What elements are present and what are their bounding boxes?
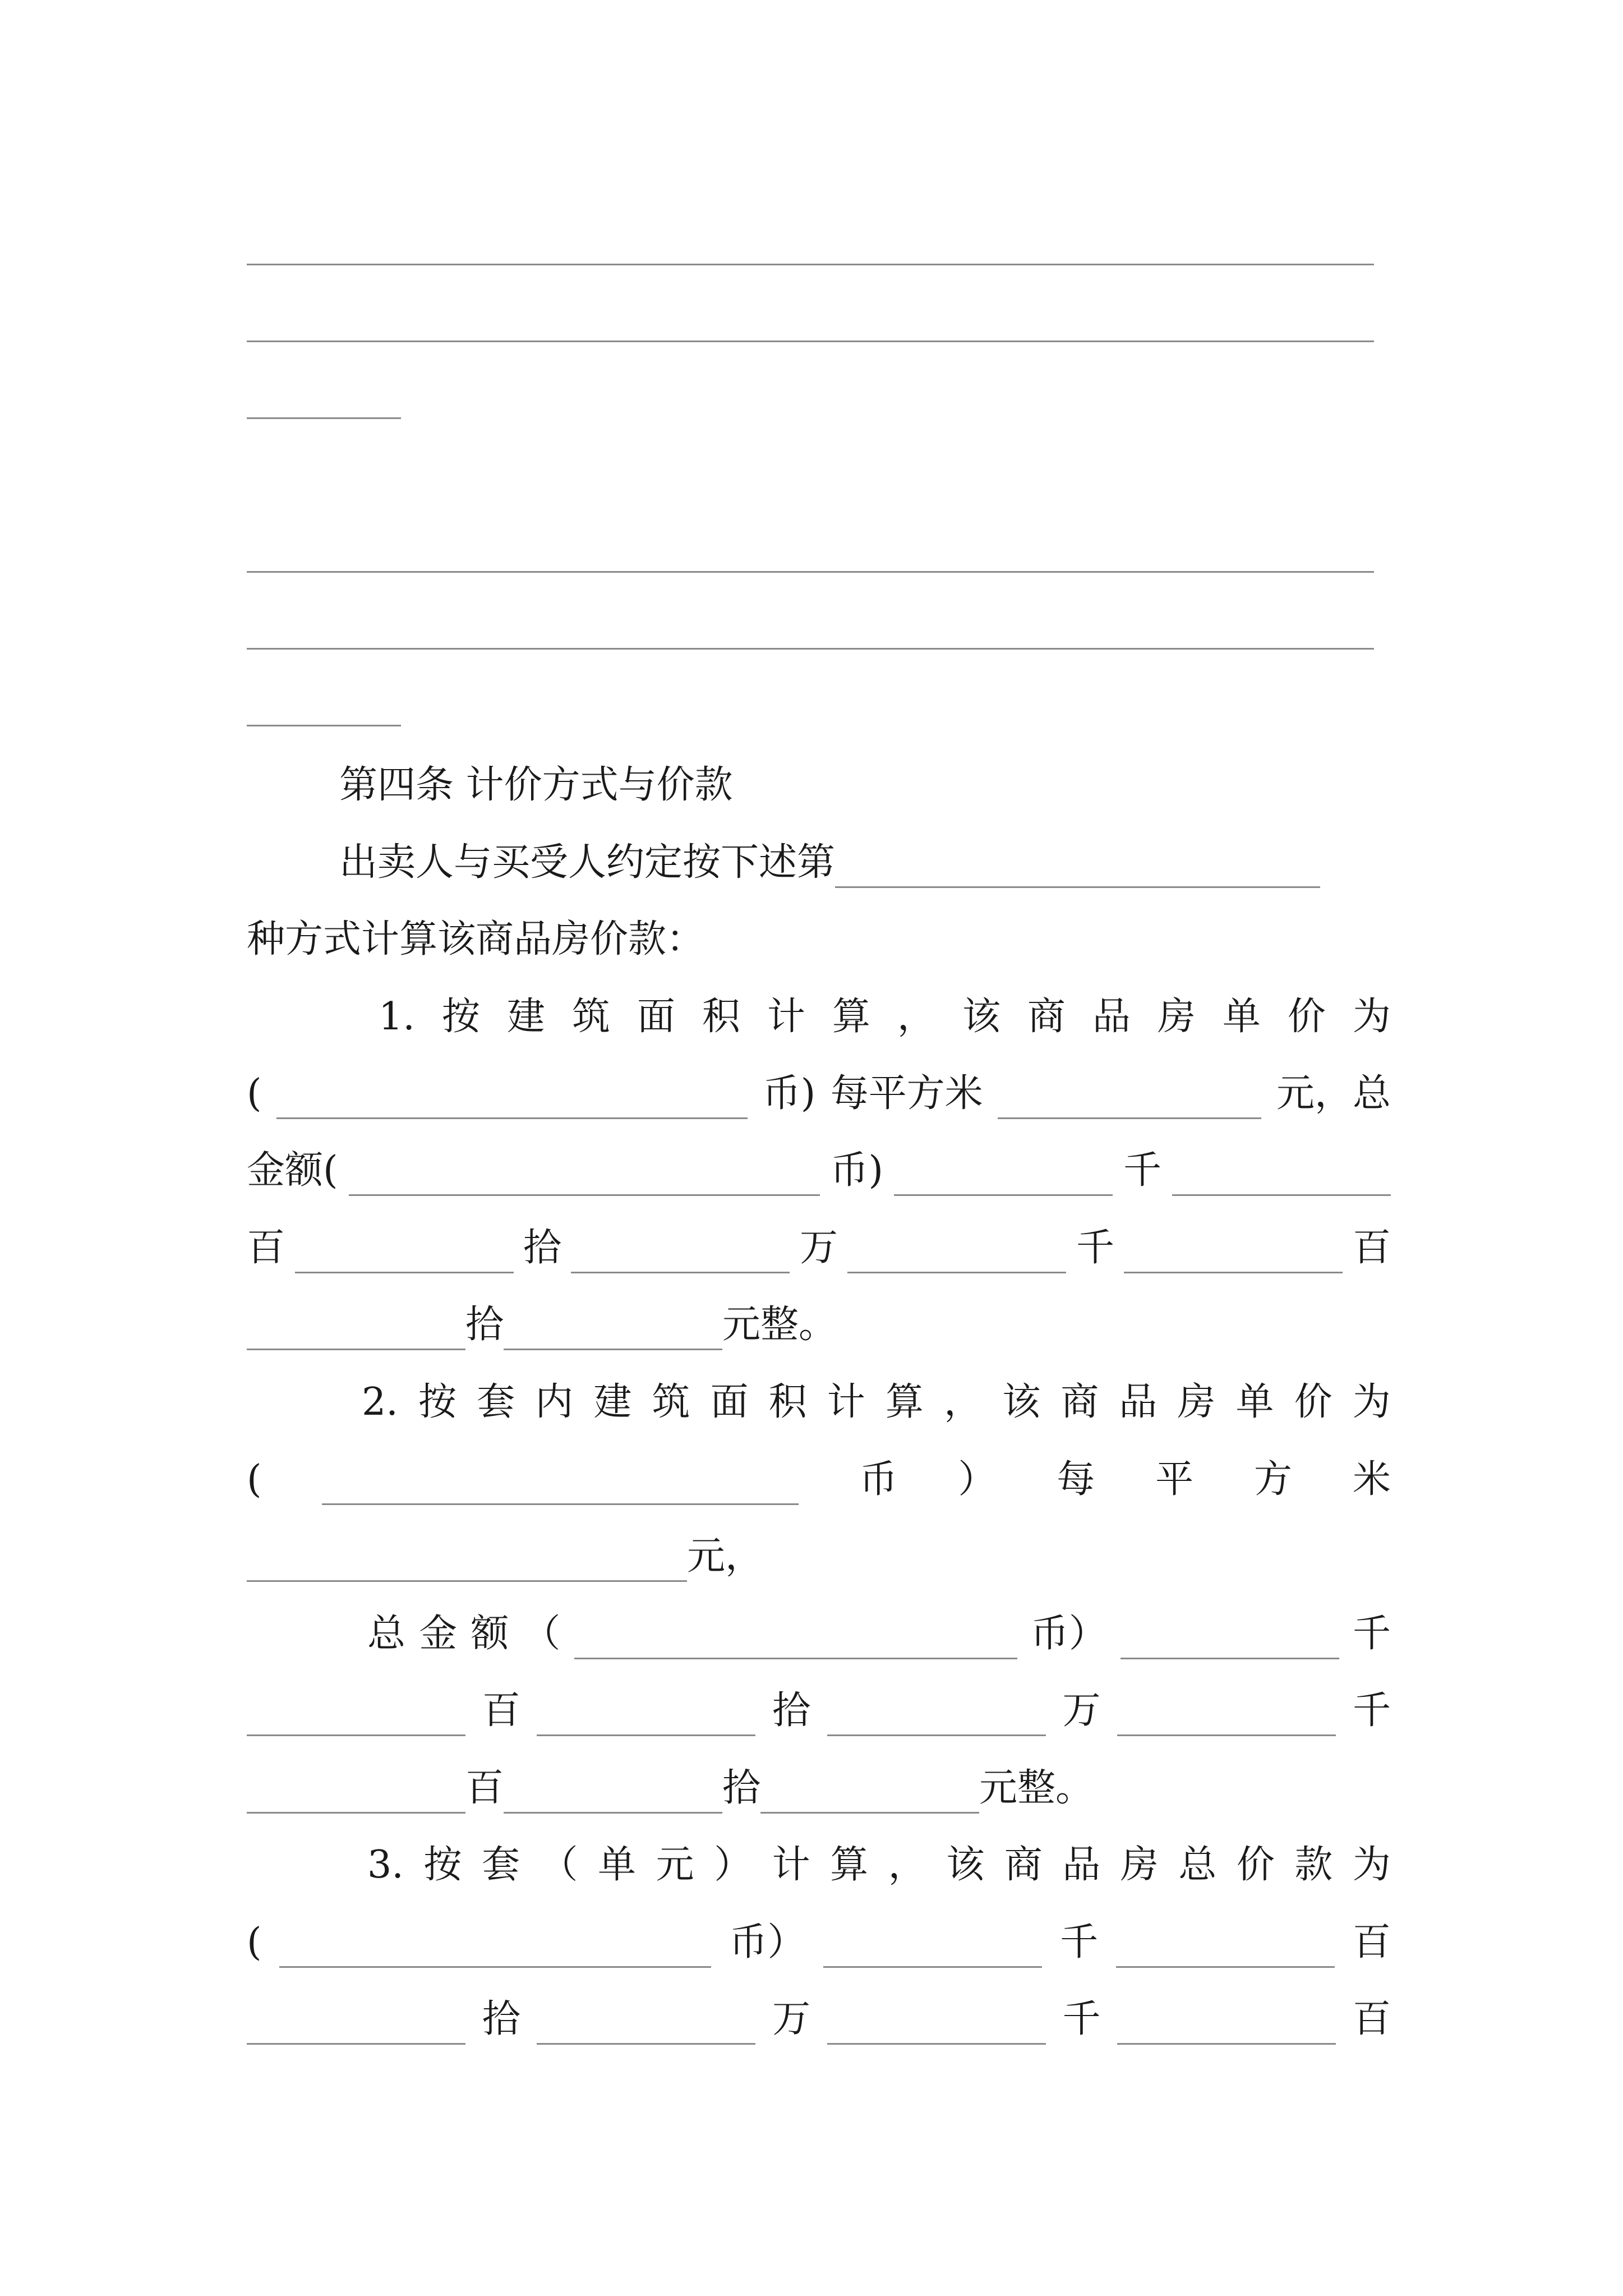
- intro-line-2: [247, 914, 1391, 965]
- blank-rule-2: [247, 341, 1374, 342]
- m1-c7: 算: [832, 995, 870, 1039]
- m3-c16: 款: [1294, 1843, 1333, 1887]
- m1-c8: ，: [897, 995, 935, 1039]
- m3-c11: 商: [1004, 1843, 1043, 1887]
- m1-c11: 品: [1092, 995, 1131, 1039]
- m1-c10: 商: [1027, 995, 1066, 1039]
- m2-total-c0: 总: [367, 1612, 406, 1656]
- m2-c1: 按: [418, 1380, 457, 1424]
- m1-qian2-blank[interactable]: [847, 1238, 1066, 1273]
- method2-row2: [247, 1455, 1391, 1505]
- method3-title: [367, 1840, 1391, 1890]
- m2-shi-blank[interactable]: [537, 1701, 755, 1736]
- m2-c0: 2.: [362, 1380, 398, 1424]
- m1-bai2-blank[interactable]: [1124, 1238, 1343, 1273]
- m1-unit-qian: 千: [1123, 1148, 1162, 1193]
- m3-c8: 算: [830, 1843, 869, 1887]
- m3-c17: 为: [1352, 1843, 1391, 1887]
- blank-rule-4: [247, 571, 1374, 573]
- intro-text-1: 出卖人与买受人约定按下述第: [339, 840, 836, 885]
- method-number-blank[interactable]: [835, 853, 1320, 888]
- method2-row6: [247, 1763, 1391, 1814]
- m3-qian-blank[interactable]: [823, 1932, 1042, 1968]
- blank-rule-3: [247, 417, 401, 419]
- m2-total-c2: 额: [471, 1612, 509, 1656]
- m3-unit-wan: 万: [772, 1997, 811, 2041]
- m2-unit-bai: 百: [482, 1688, 520, 1733]
- method2-title: [362, 1377, 1391, 1428]
- m1-c0: 1.: [379, 995, 415, 1039]
- m3-unit-qian: 千: [1060, 1920, 1099, 1964]
- m1-c5: 积: [702, 995, 740, 1039]
- method2-row4: [367, 1609, 1391, 1659]
- m2-total-currency-blank[interactable]: [574, 1624, 1017, 1659]
- m3-wan-blank[interactable]: [537, 2009, 755, 2045]
- m3-unit-bai2: 百: [1352, 1997, 1391, 2041]
- m2-r2-c5: 米: [1352, 1457, 1391, 1502]
- m3-bai-blank[interactable]: [1116, 1932, 1335, 1968]
- m1-currency2: 币): [830, 1148, 884, 1193]
- m3-c13: 房: [1120, 1843, 1159, 1887]
- m2-qian2-blank[interactable]: [1117, 1701, 1336, 1736]
- m1-currency-blank[interactable]: [276, 1084, 748, 1119]
- m3-bai2-blank[interactable]: [1117, 2009, 1336, 2045]
- m1-unit-yuan: 元整。: [722, 1303, 837, 1347]
- m2-c10: ，: [943, 1380, 982, 1424]
- m2-unit-price-blank[interactable]: [247, 1547, 687, 1582]
- m3-c0: 3.: [367, 1843, 404, 1887]
- m1-unit-wan: 万: [799, 1226, 838, 1270]
- m3-c6: ）: [714, 1843, 753, 1887]
- method2-row3: [247, 1531, 1391, 1582]
- method3-row2: [247, 1917, 1391, 1968]
- m2-bai-blank[interactable]: [247, 1701, 465, 1736]
- article-heading: [339, 760, 1483, 811]
- m2-r2-c2: 每: [1057, 1457, 1095, 1502]
- m2-c11: 该: [1002, 1380, 1041, 1424]
- m2-c7: 积: [768, 1380, 807, 1424]
- m2-unit-shi: 拾: [772, 1688, 811, 1733]
- m2-c8: 计: [827, 1380, 865, 1424]
- m2-yuan-blank[interactable]: [760, 1778, 979, 1814]
- m1-per-sqm: 每平方米: [830, 1071, 983, 1116]
- intro-line: [339, 838, 1391, 888]
- m2-r2-c0: 币: [859, 1457, 898, 1502]
- m1-c6: 计: [767, 995, 805, 1039]
- m3-c12: 品: [1062, 1843, 1101, 1887]
- m3-c7: 计: [772, 1843, 810, 1887]
- m2-unit-shi2: 拾: [722, 1766, 761, 1810]
- m3-c4: 单: [598, 1843, 637, 1887]
- m1-yuan-blank[interactable]: [504, 1315, 722, 1350]
- m2-yuan: 元，: [687, 1534, 764, 1579]
- m1-c9: 该: [962, 995, 1000, 1039]
- m1-c3: 筑: [571, 995, 610, 1039]
- m2-c5: 筑: [652, 1380, 690, 1424]
- m2-r2-c3: 平: [1155, 1457, 1194, 1502]
- m2-c17: 为: [1352, 1380, 1391, 1424]
- m2-wan-blank[interactable]: [827, 1701, 1046, 1736]
- m2-paren-open: (: [247, 1457, 262, 1502]
- method1-row2: [247, 1069, 1391, 1119]
- method1-row4: [247, 1223, 1391, 1273]
- method1-row5: [247, 1300, 1391, 1350]
- m2-c2: 套: [477, 1380, 515, 1424]
- m3-c1: 按: [423, 1843, 462, 1887]
- m3-unit-shi: 拾: [482, 1997, 520, 2041]
- m3-currency-blank[interactable]: [279, 1932, 711, 1968]
- m3-c9: ，: [888, 1843, 926, 1887]
- m2-c9: 算: [885, 1380, 924, 1424]
- m3-c15: 价: [1236, 1843, 1275, 1887]
- m1-unit-bai2: 百: [1352, 1226, 1391, 1270]
- m2-total-c1: 金: [419, 1612, 458, 1656]
- m3-c10: 该: [946, 1843, 985, 1887]
- m3-c2: 套: [481, 1843, 520, 1887]
- article-heading-text: 第四条 计价方式与价款: [339, 763, 733, 807]
- m1-unit-bai: 百: [247, 1226, 285, 1270]
- m3-c3: （: [540, 1843, 578, 1887]
- method1-row3: [247, 1145, 1391, 1196]
- m2-c14: 房: [1177, 1380, 1216, 1424]
- method3-row3: [247, 1994, 1391, 2045]
- m1-paren-open: (: [247, 1071, 262, 1116]
- blank-rule-5: [247, 648, 1374, 650]
- m2-c15: 单: [1235, 1380, 1274, 1424]
- m3-unit-bai: 百: [1352, 1920, 1391, 1964]
- blank-rule-6: [247, 725, 401, 726]
- m1-bai-blank[interactable]: [1172, 1161, 1391, 1196]
- m1-qian-blank[interactable]: [894, 1161, 1113, 1196]
- m2-r2-c1: ）: [958, 1457, 997, 1502]
- m2-c4: 建: [593, 1380, 632, 1424]
- m1-currency: 币): [762, 1071, 816, 1116]
- m2-unit-qian2: 千: [1352, 1688, 1391, 1733]
- m2-unit-wan: 万: [1062, 1688, 1101, 1733]
- m1-c14: 价: [1287, 995, 1326, 1039]
- m2-c12: 商: [1061, 1380, 1099, 1424]
- m2-unit-bai2: 百: [465, 1766, 504, 1810]
- m2-c13: 品: [1119, 1380, 1158, 1424]
- intro-text-2: 种方式计算该商品房价款：: [247, 917, 705, 961]
- m2-c16: 价: [1294, 1380, 1332, 1424]
- m1-yuan: 元，总: [1276, 1071, 1391, 1116]
- m3-shi-blank[interactable]: [247, 2009, 465, 2045]
- m3-c5: 元: [656, 1843, 694, 1887]
- m3-paren-open: (: [247, 1920, 262, 1964]
- method2-row5: [247, 1686, 1391, 1736]
- m3-qian2-blank[interactable]: [827, 2009, 1046, 2045]
- m1-total: 金额(: [247, 1148, 338, 1193]
- m1-c12: 房: [1157, 995, 1196, 1039]
- m1-shi2-blank[interactable]: [247, 1315, 465, 1350]
- m2-currency: 币）: [1030, 1612, 1107, 1656]
- method1-title: [379, 992, 1391, 1042]
- m1-unit-shi2: 拾: [465, 1303, 504, 1347]
- m2-bai2-blank[interactable]: [247, 1778, 465, 1814]
- m2-shi2-blank[interactable]: [504, 1778, 722, 1814]
- m1-unit-price-blank[interactable]: [998, 1084, 1261, 1119]
- m2-c3: 内: [535, 1380, 574, 1424]
- m2-total-c3: （: [522, 1612, 561, 1656]
- m2-r2-c4: 方: [1254, 1457, 1293, 1502]
- m2-unit-qian: 千: [1352, 1612, 1391, 1656]
- m1-shi-blank[interactable]: [295, 1238, 514, 1273]
- m1-c15: 为: [1352, 995, 1391, 1039]
- m1-c2: 建: [506, 995, 545, 1039]
- m2-qian-blank[interactable]: [1121, 1624, 1339, 1659]
- m2-unit-yuan: 元整。: [979, 1766, 1094, 1810]
- m1-c13: 单: [1222, 995, 1261, 1039]
- m1-c4: 面: [637, 995, 675, 1039]
- m3-currency: 币）: [729, 1920, 806, 1964]
- m3-c14: 总: [1178, 1843, 1217, 1887]
- m1-total-currency-blank[interactable]: [349, 1161, 820, 1196]
- m1-unit-qian2: 千: [1076, 1226, 1114, 1270]
- m1-c1: 按: [441, 995, 480, 1039]
- blank-rule-1: [247, 264, 1374, 265]
- m2-currency-blank[interactable]: [322, 1470, 799, 1505]
- m1-unit-shi: 拾: [523, 1226, 561, 1270]
- m3-unit-qian2: 千: [1062, 1997, 1101, 2041]
- m1-wan-blank[interactable]: [571, 1238, 790, 1273]
- m2-c6: 面: [710, 1380, 749, 1424]
